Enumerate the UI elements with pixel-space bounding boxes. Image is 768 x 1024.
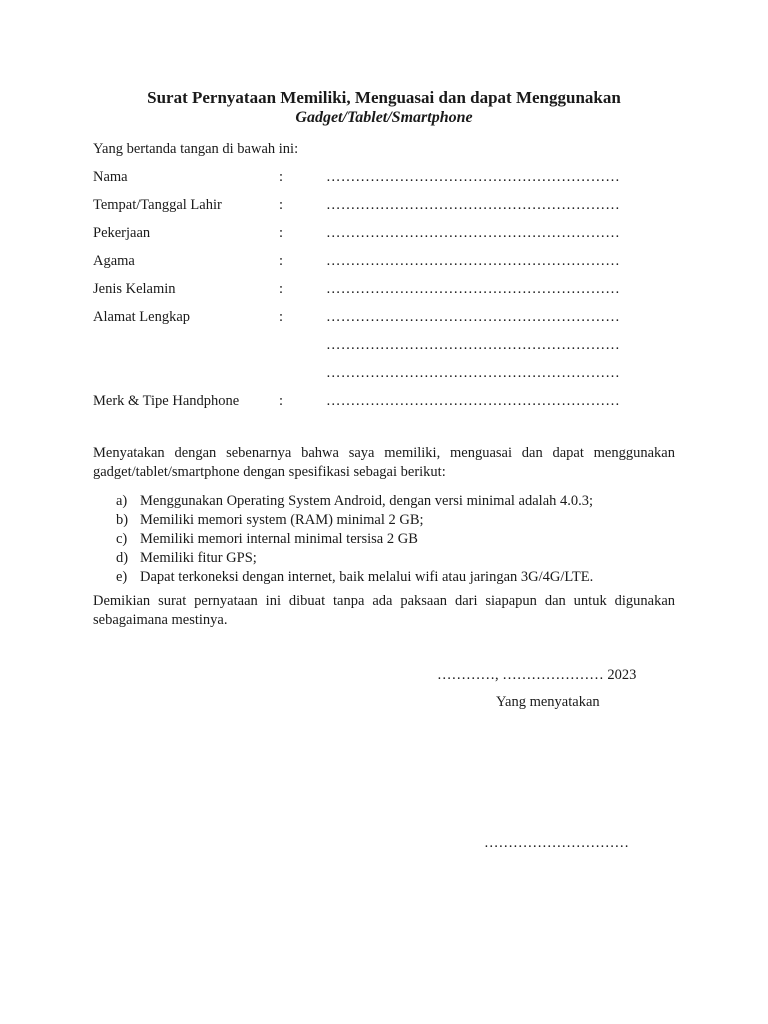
- field-colon: :: [279, 393, 284, 409]
- field-blank: ……………………………………………………: [326, 365, 620, 381]
- list-marker: c): [116, 531, 128, 547]
- field-label: Nama: [93, 169, 128, 185]
- field-blank: ……………………………………………………: [326, 393, 620, 409]
- field-blank: ……………………………………………………: [326, 225, 620, 241]
- list-item: [93, 568, 675, 587]
- field-colon: :: [279, 309, 284, 325]
- list-item-text: Menggunakan Operating System Android, dengan versi minimal adalah 4.0.3;: [140, 493, 594, 509]
- list-item: [93, 549, 675, 568]
- field-row-jenis-kelamin: [93, 280, 653, 300]
- field-colon: :: [279, 197, 284, 213]
- field-label: Agama: [93, 253, 135, 269]
- list-marker: e): [116, 569, 128, 585]
- spec-list: [93, 492, 675, 587]
- field-label: Merk & Tipe Handphone: [93, 393, 240, 409]
- field-row-alamat-lengkap: [93, 308, 653, 328]
- list-item: [93, 511, 675, 530]
- field-label: Alamat Lengkap: [93, 309, 191, 325]
- list-item: [93, 492, 675, 511]
- field-blank: ……………………………………………………: [326, 197, 620, 213]
- intro-text: Yang bertanda tangan di bawah ini:: [93, 141, 299, 157]
- closing-paragraph: Demikian surat pernyataan ini dibuat tanpa ada paksaan dari siapapun dan untuk digunakan sebagaimana mestinya.: [93, 593, 675, 628]
- signature-label: Yang menyatakan: [496, 694, 600, 710]
- list-marker: a): [116, 493, 128, 509]
- field-blank: ……………………………………………………: [326, 281, 620, 297]
- document-title: Surat Pernyataan Memiliki, Menguasai dan dapat Menggunakan: [147, 88, 621, 107]
- field-row-merk-tipe-handphone: [93, 392, 653, 412]
- field-label: Jenis Kelamin: [93, 281, 176, 297]
- field-colon: :: [279, 169, 284, 185]
- signature-name-line: …………………………: [484, 835, 629, 851]
- field-colon: :: [279, 225, 284, 241]
- list-item-text: Memiliki memori system (RAM) minimal 2 GB;: [140, 512, 424, 528]
- field-blank: ……………………………………………………: [326, 309, 620, 325]
- field-blank: ……………………………………………………: [326, 253, 620, 269]
- statement-paragraph: Menyatakan dengan sebenarnya bahwa saya memiliki, menguasai dan dapat menggunakan gadget/tablet/smartphone dengan spesifikasi sebagai berikut:: [93, 445, 675, 480]
- list-marker: d): [116, 550, 129, 566]
- signature-date-line: …………, ………………… 2023: [437, 667, 637, 683]
- field-row-alamat-line-2: [93, 336, 653, 356]
- field-colon: :: [279, 253, 284, 269]
- list-marker: b): [116, 512, 129, 528]
- field-row-pekerjaan: [93, 224, 653, 244]
- document-subtitle: Gadget/Tablet/Smartphone: [295, 109, 473, 126]
- field-blank: ……………………………………………………: [326, 337, 620, 353]
- field-label: Pekerjaan: [93, 225, 151, 241]
- field-blank: ……………………………………………………: [326, 169, 620, 185]
- field-row-agama: [93, 252, 653, 272]
- field-row-alamat-line-3: [93, 364, 653, 384]
- list-item-text: Dapat terkoneksi dengan internet, baik melalui wifi atau jaringan 3G/4G/LTE.: [140, 569, 594, 585]
- list-item: [93, 530, 675, 549]
- field-row-nama: [93, 168, 653, 188]
- field-label: Tempat/Tanggal Lahir: [93, 197, 222, 213]
- list-item-text: Memiliki memori internal minimal tersisa 2 GB: [140, 531, 418, 547]
- list-item-text: Memiliki fitur GPS;: [140, 550, 257, 566]
- field-row-tempat-tanggal-lahir: [93, 196, 653, 216]
- field-colon: :: [279, 281, 284, 297]
